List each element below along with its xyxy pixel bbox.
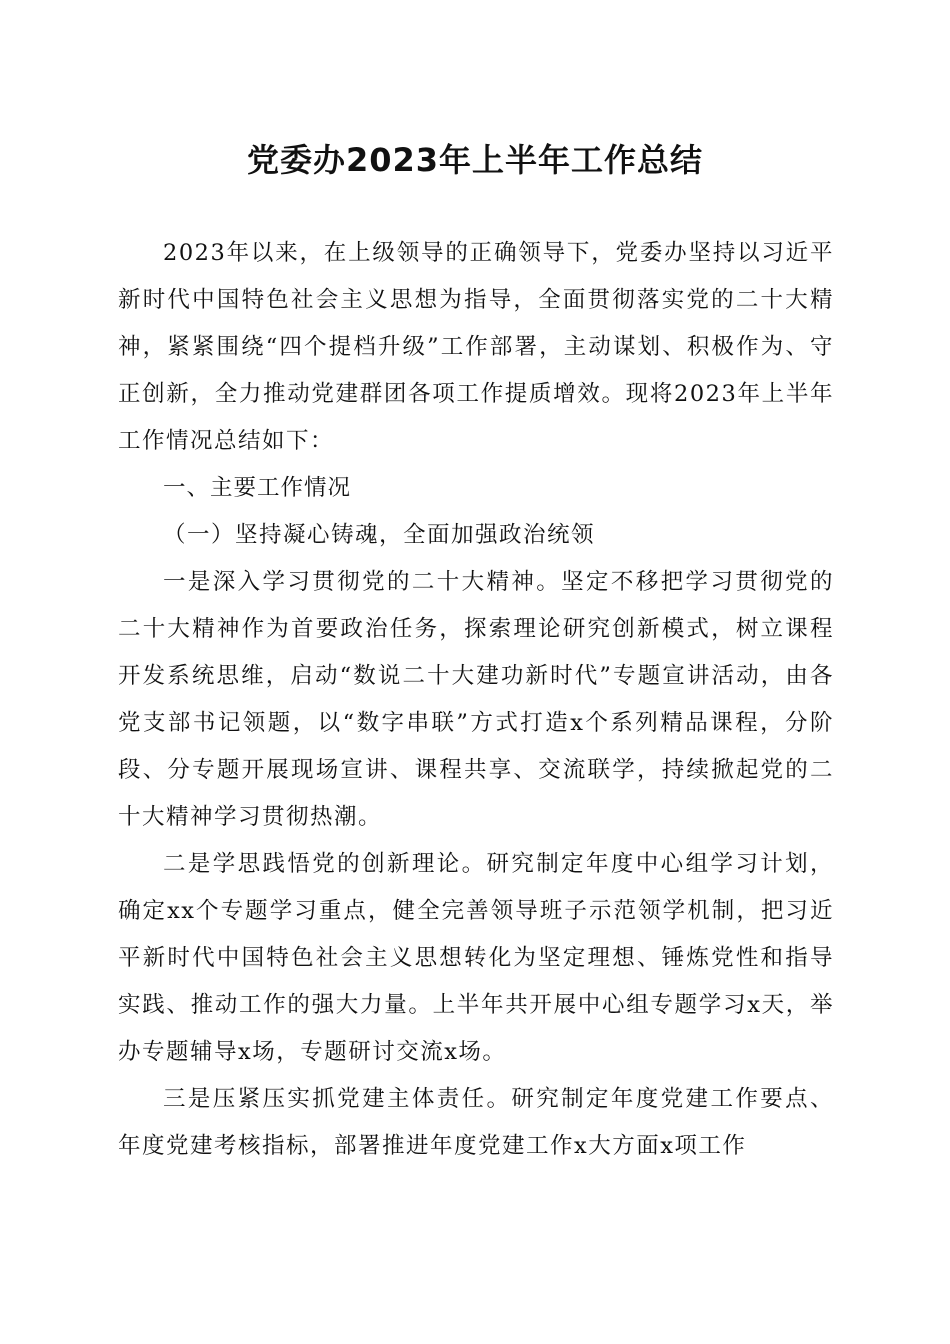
item-lead-3: 三是压紧压实抓党建主体责任。 [163, 1086, 512, 1112]
item-paragraph-1 [118, 559, 834, 841]
item-body-2: 研究制定年度中心组学习计划，确定xx个专题学习重点，健全完善领导班子示范领学机制，把习近平新时代中国特色社会主义思想转化为坚定理想、锤炼党性和指导实践、推动工作的强大力量。上半年共开展中心组专题学习x天，举办专题辅导x场，专题研讨交流x场。 [118, 851, 834, 1065]
subsection-heading: （一）坚持凝心铸魂，全面加强政治统领 [163, 522, 596, 548]
item-paragraph-2 [118, 841, 834, 1076]
section-heading: 一、主要工作情况 [163, 475, 352, 501]
item-lead-1: 一是深入学习贯彻党的二十大精神。 [163, 569, 562, 595]
document-body [118, 230, 834, 1170]
item-body-1: 坚定不移把学习贯彻党的二十大精神作为首要政治任务，探索理论研究创新模式，树立课程开发系统思维，启动“数说二十大建功新时代”专题宣讲活动，由各党支部书记领题，以“数字串联”方式打造x个系列精品课程，分阶段、分专题开展现场宣讲、课程共享、交流联学，持续掀起党的二十大精神学习贯彻热潮。 [118, 569, 834, 830]
item-body-3: 研究制定年度党建工作要点、年度党建考核指标，部署推进年度党建工作x大方面x项工作 [118, 1086, 834, 1159]
intro-paragraph: 2023年以来，在上级领导的正确领导下，党委办坚持以习近平新时代中国特色社会主义思想为指导，全面贯彻落实党的二十大精神，紧紧围绕“四个提档升级”工作部署，主动谋划、积极作为、守正创新，全力推动党建群团各项工作提质增效。现将2023年上半年工作情况总结如下： [118, 240, 834, 454]
document-title: 党委办2023年上半年工作总结 [246, 141, 704, 179]
item-paragraph-3 [118, 1076, 834, 1170]
item-lead-2: 二是学思践悟党的创新理论。 [163, 851, 487, 877]
